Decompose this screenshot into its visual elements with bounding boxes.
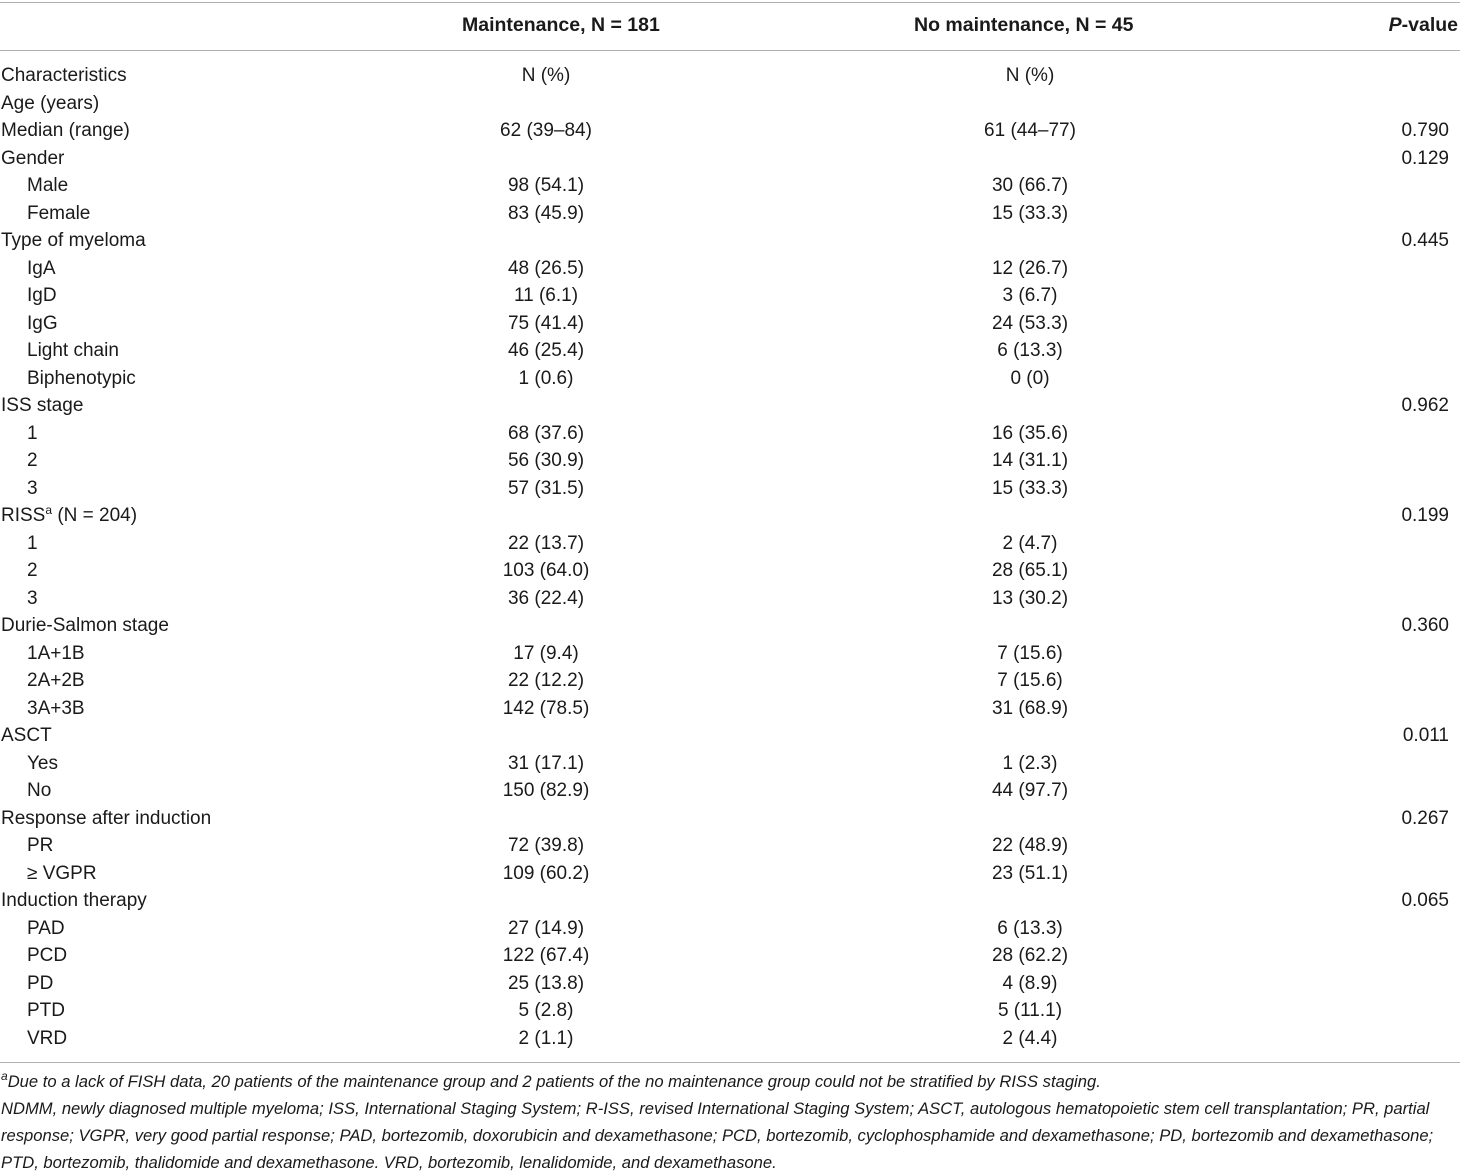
maintenance-cell: 142 (78.5): [502, 697, 590, 719]
maintenance-cell: 83 (45.9): [507, 202, 585, 224]
row-label: [27, 447, 38, 475]
row-label: [27, 365, 136, 393]
p-value-cell: 0.267: [1401, 807, 1449, 829]
row-label-text: 3: [27, 477, 38, 499]
row-label-text: Gender: [1, 147, 65, 169]
maintenance-cell: 150 (82.9): [502, 780, 590, 801]
row-label-text: Yes: [27, 752, 58, 774]
p-value-cell: 0.129: [1401, 147, 1449, 169]
row-label-text: Characteristics: [1, 65, 127, 86]
header-p-value: [1389, 14, 1458, 37]
maintenance-cell: 57 (31.5): [507, 477, 585, 499]
no-maintenance-cell: 14 (31.1): [991, 450, 1069, 471]
maintenance-cell: 25 (13.8): [507, 972, 585, 994]
table-row: [0, 200, 1460, 228]
row-label-text: No: [27, 780, 52, 801]
maintenance-cell: 22 (12.2): [507, 670, 585, 691]
no-maintenance-cell: 28 (62.2): [991, 945, 1069, 966]
no-maintenance-cell: 16 (35.6): [991, 422, 1069, 444]
row-label: [27, 420, 38, 448]
row-label: [27, 200, 90, 228]
p-value-cell: 0.360: [1401, 615, 1449, 636]
table-row: [0, 117, 1460, 145]
header-maintenance: Maintenance, N = 181: [462, 14, 660, 36]
maintenance-cell: 68 (37.6): [507, 422, 585, 444]
no-maintenance-cell: 7 (15.6): [997, 670, 1063, 691]
table-row: [0, 337, 1460, 365]
row-label-superscript: a: [45, 503, 53, 517]
row-label: [27, 337, 119, 365]
table-header-rule: [0, 50, 1460, 51]
p-value-cell: 0.011: [1402, 725, 1449, 746]
no-maintenance-cell: 2 (4.4): [1002, 1027, 1058, 1049]
table-row: [0, 832, 1460, 860]
row-label: [27, 475, 38, 503]
table-row: [0, 997, 1460, 1025]
row-label-text: Light chain: [27, 340, 119, 361]
footnote-a: [1, 1068, 1453, 1095]
no-maintenance-cell: 0 (0): [1010, 367, 1050, 389]
row-label: [27, 777, 51, 805]
row-label: [27, 530, 38, 558]
table-row: [0, 310, 1460, 338]
row-label-text: PD: [27, 972, 54, 994]
table-row: [0, 640, 1460, 668]
no-maintenance-cell: 15 (33.3): [991, 202, 1069, 224]
no-maintenance-cell: 6 (13.3): [997, 340, 1063, 361]
footnote-a-text: Due to a lack of FISH data, 20 patients of the maintenance group and 2 patients of the no maintenance group could not be stratified by RISS staging.: [7, 1072, 1101, 1091]
maintenance-cell: N (%): [521, 65, 571, 86]
no-maintenance-cell: 7 (15.6): [997, 642, 1063, 664]
row-label: [27, 997, 65, 1025]
table-row: [0, 475, 1460, 503]
row-label: [27, 172, 68, 200]
maintenance-cell: 1 (0.6): [518, 367, 574, 389]
row-label-text: IgG: [27, 312, 58, 334]
table-header-row: [0, 0, 1460, 52]
no-maintenance-cell: N (%): [1005, 65, 1055, 86]
no-maintenance-cell: 23 (51.1): [991, 862, 1069, 884]
row-label: [1, 612, 169, 640]
maintenance-cell: 48 (26.5): [507, 257, 585, 279]
no-maintenance-cell: 12 (26.7): [991, 257, 1069, 279]
maintenance-cell: 56 (30.9): [507, 450, 585, 471]
row-label: [27, 860, 97, 888]
no-maintenance-cell: 5 (11.1): [997, 1000, 1063, 1021]
table-row: [0, 667, 1460, 695]
table-row: [0, 420, 1460, 448]
row-label-text: Male: [27, 175, 69, 196]
row-label: [27, 1025, 67, 1053]
maintenance-cell: 122 (67.4): [502, 945, 590, 966]
table-row: [0, 860, 1460, 888]
row-label: [27, 585, 38, 613]
table-row: [0, 805, 1460, 833]
table-row: [0, 942, 1460, 970]
no-maintenance-cell: 3 (6.7): [1002, 285, 1058, 306]
row-label-text: ≥ VGPR: [27, 862, 97, 884]
row-label: [1, 227, 146, 255]
no-maintenance-cell: 61 (44–77): [984, 120, 1076, 141]
maintenance-cell: 109 (60.2): [502, 862, 590, 884]
table-row: [0, 1025, 1460, 1053]
row-label-text: Durie-Salmon stage: [1, 615, 169, 636]
table-footnotes: [1, 1068, 1453, 1176]
row-label-text: Age (years): [1, 92, 100, 114]
row-label-text: Biphenotypic: [27, 367, 136, 389]
row-label-text: Median (range): [1, 120, 130, 141]
p-value-cell: 0.790: [1401, 120, 1449, 141]
maintenance-cell: 62 (39–84): [500, 120, 592, 141]
table-row: [0, 502, 1460, 530]
row-label-suffix: (N = 204): [52, 505, 138, 526]
maintenance-cell: 17 (9.4): [513, 642, 579, 664]
header-no-maintenance: No maintenance, N = 45: [914, 14, 1134, 36]
no-maintenance-cell: 4 (8.9): [1002, 972, 1058, 994]
row-label-text: PCD: [27, 945, 68, 966]
table-row: [0, 392, 1460, 420]
maintenance-cell: 98 (54.1): [507, 175, 585, 196]
row-label-text: ASCT: [1, 725, 52, 746]
row-label-text: 3A+3B: [27, 697, 85, 719]
maintenance-cell: 22 (13.7): [507, 532, 585, 554]
table-row: [0, 722, 1460, 750]
table-row: [0, 227, 1460, 255]
table-body: [0, 62, 1460, 1052]
row-label: [1, 887, 147, 915]
row-label: [27, 255, 56, 283]
row-label: [27, 695, 85, 723]
row-label-text: 1A+1B: [27, 642, 85, 664]
maintenance-cell: 36 (22.4): [507, 587, 585, 609]
no-maintenance-cell: 1 (2.3): [1002, 752, 1058, 774]
row-label: [27, 750, 58, 778]
row-label-text: Female: [27, 202, 91, 224]
row-label: [1, 62, 127, 90]
header-p-italic: P: [1388, 14, 1402, 36]
table-row: [0, 557, 1460, 585]
no-maintenance-cell: 22 (48.9): [991, 835, 1069, 856]
row-label: [1, 502, 137, 530]
p-value-cell: 0.445: [1401, 230, 1449, 251]
row-label: [27, 640, 85, 668]
table-row: [0, 970, 1460, 998]
maintenance-cell: 5 (2.8): [518, 1000, 574, 1021]
row-label: [27, 282, 57, 310]
row-label-text: 2A+2B: [27, 670, 85, 691]
table-row: [0, 915, 1460, 943]
table-row: [0, 585, 1460, 613]
row-label: [27, 942, 67, 970]
row-label: [1, 805, 211, 833]
footnote-a-marker: a: [1, 1069, 8, 1083]
row-label-text: Type of myeloma: [1, 230, 146, 251]
table-row: [0, 90, 1460, 118]
table-row: [0, 612, 1460, 640]
row-label: [1, 117, 130, 145]
no-maintenance-cell: 2 (4.7): [1002, 532, 1058, 554]
row-label: [1, 392, 83, 420]
no-maintenance-cell: 28 (65.1): [991, 560, 1069, 581]
table-row: [0, 255, 1460, 283]
no-maintenance-cell: 24 (53.3): [991, 312, 1069, 334]
row-label-text: PR: [27, 835, 54, 856]
table-row: [0, 172, 1460, 200]
p-value-cell: 0.199: [1401, 505, 1449, 526]
maintenance-cell: 31 (17.1): [507, 752, 585, 774]
maintenance-cell: 75 (41.4): [507, 312, 585, 334]
row-label-text: IgA: [27, 257, 56, 279]
row-label: [27, 915, 65, 943]
row-label: [1, 722, 52, 750]
row-label: [1, 145, 64, 173]
maintenance-cell: 11 (6.1): [513, 285, 579, 306]
row-label-text: VRD: [27, 1027, 68, 1049]
row-label-text: 3: [27, 587, 38, 609]
maintenance-cell: 27 (14.9): [507, 917, 585, 939]
row-label-text: ISS stage: [1, 395, 84, 416]
no-maintenance-cell: 30 (66.7): [991, 175, 1069, 196]
row-label: [1, 90, 99, 118]
row-label: [27, 667, 85, 695]
table-row: [0, 62, 1460, 90]
no-maintenance-cell: 13 (30.2): [991, 587, 1069, 609]
row-label-text: Induction therapy: [1, 890, 147, 911]
row-label: [27, 832, 53, 860]
footnote-abbreviations: NDMM, newly diagnosed multiple myeloma; ISS, International Staging System; R-ISS, revised International Staging System; ASCT, autologous hematopoietic stem cell transplantation; PR, partial response; VGPR, very good partial response; PAD, bortezomib, doxorubicin and dexamethasone; PCD, bortezomib, cyclophosphamide and dexamethasone; PD, bortezomib and dexamethasone; PTD, bortezomib, thalidomide and dexamethasone. VRD, bortezomib, lenalidomide, and dexamethasone.: [1, 1099, 1434, 1172]
table-row: [0, 777, 1460, 805]
no-maintenance-cell: 44 (97.7): [991, 780, 1069, 801]
table-row: [0, 530, 1460, 558]
table-row: [0, 447, 1460, 475]
row-label-text: PTD: [27, 1000, 65, 1021]
row-label-text: 1: [27, 422, 38, 444]
no-maintenance-cell: 6 (13.3): [997, 917, 1063, 939]
row-label-text: PAD: [27, 917, 65, 939]
row-label: [27, 557, 38, 585]
row-label-text: 2: [27, 450, 38, 471]
row-label-text: 2: [27, 560, 38, 581]
p-value-cell: 0.962: [1401, 395, 1449, 416]
row-label: [27, 310, 58, 338]
no-maintenance-cell: 15 (33.3): [991, 477, 1069, 499]
no-maintenance-cell: 31 (68.9): [991, 697, 1069, 719]
table-row: [0, 365, 1460, 393]
row-label-text: Response after induction: [1, 807, 212, 829]
maintenance-cell: 72 (39.8): [507, 835, 585, 856]
header-p-rest: -value: [1401, 14, 1458, 36]
maintenance-cell: 103 (64.0): [502, 560, 590, 581]
row-label: [27, 970, 53, 998]
maintenance-cell: 46 (25.4): [507, 340, 585, 361]
table-row: [0, 887, 1460, 915]
p-value-cell: 0.065: [1401, 890, 1449, 911]
row-label-text: IgD: [27, 285, 57, 306]
table-row: [0, 695, 1460, 723]
row-label-text: RISS: [1, 505, 46, 526]
maintenance-cell: 2 (1.1): [518, 1027, 574, 1049]
table-row: [0, 282, 1460, 310]
row-label-text: 1: [27, 532, 38, 554]
table-bottom-rule: [0, 1062, 1460, 1063]
table-row: [0, 750, 1460, 778]
table-row: [0, 145, 1460, 173]
